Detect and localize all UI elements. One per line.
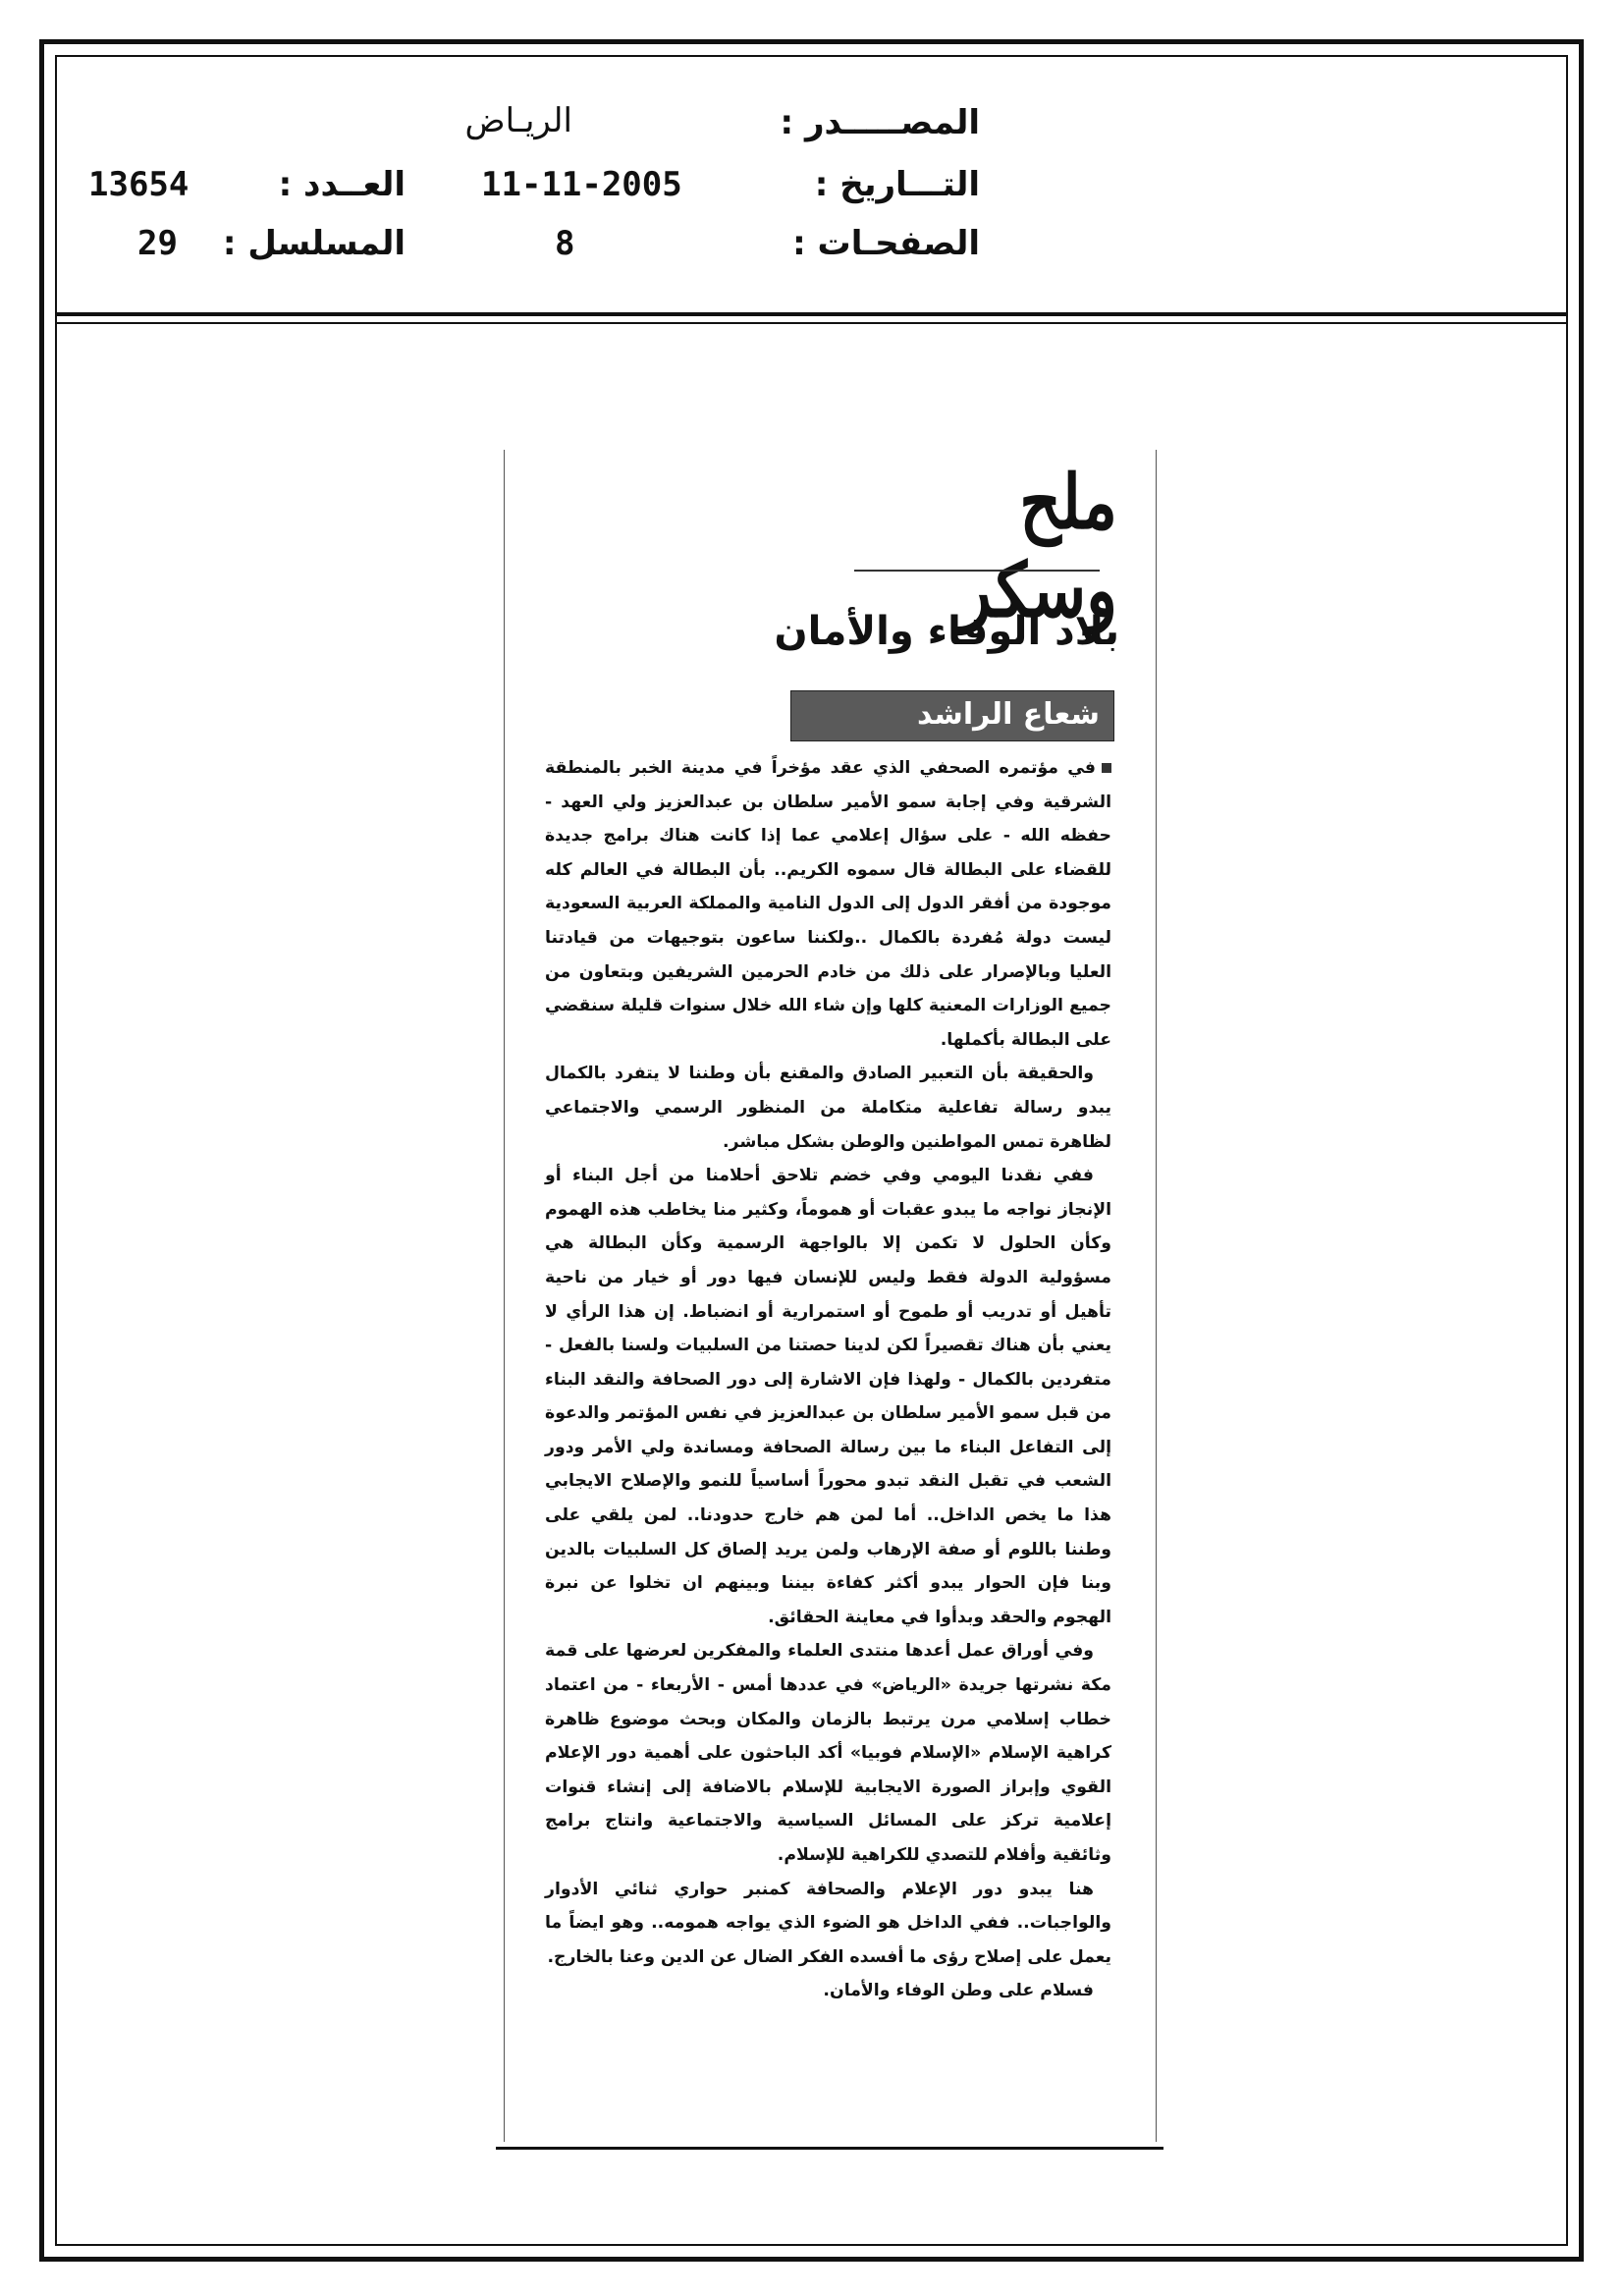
pages-label: الصفحـات : bbox=[792, 224, 980, 263]
paragraph: والحقيقة بأن التعبير الصادق والمقنع بأن وطننا لا يتفرد بالكمال يبدو رسالة تفاعلية متكاملة من المنظور الرسمي والاجتماعي لظاهرة تمس المواطنين والوطن بشكل مباشر. bbox=[545, 1064, 1111, 1152]
paragraph: وفي أوراق عمل أعدها منتدى العلماء والمفكرين لعرضها على قمة مكة نشرتها جريدة «الرياض» في عددها أمس - الأربعاء - من اعتماد خطاب إسلامي مرن يرتبط بالزمان والمكان وبحث موضوع ظاهرة كراهية الإسلام «الإسلام فوبيا» أكد الباحثون على أهمية دور الإعلام القوي وإبراز الصورة الايجابية للإسلام بالاضافة إلى إنشاء قنوات إعلامية تركز على المسائل السياسية والاجتماعية وانتاج برامج وثائقية وأفلام للتصدي للكراهية للإسلام. bbox=[545, 1641, 1111, 1865]
source-value: الريـاض bbox=[464, 101, 572, 140]
serial-value: 29 bbox=[137, 224, 178, 263]
issue-label: العــدد : bbox=[278, 165, 406, 204]
date-value: 11-11-2005 bbox=[481, 165, 682, 204]
date-label: التـــاريخ : bbox=[814, 165, 980, 204]
header-divider-bottom bbox=[55, 322, 1568, 324]
paragraph: ففي نقدنا اليومي وفي خضم تلاحق أحلامنا من أجل البناء أو الإنجاز نواجه ما يبدو عقبات أو هموماً، وكثير منا يخاطب هذه الهموم وكأن الحلول لا تكمن إلا بالواجهة الرسمية وكأن البطالة هي مسؤولية الدولة فقط وليس للإنسان فيها دور أو خيار من ناحية تأهيل أو تدريب أو طموح أو استمرارية أو انضباط. إن هذا الرأي لا يعني بأن هناك تقصيراً لكن لدينا حصتنا من السلبيات ولسنا بالفعل - متفردين بالكمال - ولهذا فإن الاشارة إلى دور الصحافة والنقد البناء من قبل سمو الأمير سلطان بن عبدالعزيز في نفس المؤتمر والدعوة إلى التفاعل البناء ما بين رسالة الصحافة ومساندة ولي الأمر ودور الشعب في تقبل النقد تبدو محوراً أساسياً للنمو والإصلاح الايجابي هذا ما يخص الداخل.. أما لمن هم خارج حدودنا.. لمن يلقي على وطننا باللوم أو صفة الإرهاب ولمن يريد إلصاق كل السلبيات بالدين وبنا فإن الحوار يبدو أكثر كفاءة بيننا وبينهم ان تخلوا عن نبرة الهجوم والحقد وبدأوا في معاينة الحقائق. bbox=[545, 1166, 1111, 1627]
masthead-rule bbox=[854, 570, 1100, 572]
pages-value: 8 bbox=[555, 224, 575, 263]
paragraph: في مؤتمره الصحفي الذي عقد مؤخراً في مدينة الخبر بالمنطقة الشرقية وفي إجابة سمو الأمير سلطان بن عبدالعزيز ولي العهد - حفظه الله - على سؤال إعلامي عما إذا كانت هناك برامج جديدة للقضاء على البطالة قال سموه الكريم.. بأن البطالة في العالم كله موجودة من أفقر الدول إلى الدول النامية والمملكة العربية السعودية ليست دولة مُفردة بالكمال ..ولكننا ساعون بتوجيهات من قيادتنا العليا وبالإصرار على ذلك من خادم الحرمين الشريفين وبتعاون من جميع الوزارات المعنية كلها وإن شاء الله خلال سنوات قليلة سنقضي على البطالة بأكملها. bbox=[545, 758, 1111, 1050]
article-body bbox=[545, 751, 1111, 2008]
serial-label: المسلسل : bbox=[222, 224, 406, 263]
issue-value: 13654 bbox=[88, 165, 189, 204]
source-label: المصـــــدر : bbox=[780, 103, 980, 142]
clipping-bottom-rule bbox=[496, 2147, 1163, 2150]
paragraph-closing: فسلام على وطن الوفاء والأمان. bbox=[823, 1981, 1094, 2001]
header-divider-top bbox=[55, 312, 1568, 316]
author-name: شعاع الراشد bbox=[917, 697, 1100, 732]
column-name: ملح وسكر bbox=[959, 458, 1117, 634]
article-headline: بلاد الوفاء والأمان bbox=[774, 609, 1119, 654]
paragraph-bullet-icon bbox=[1102, 763, 1111, 773]
author-byline bbox=[790, 690, 1114, 741]
paragraph: هنا يبدو دور الإعلام والصحافة كمنبر حواري ثنائي الأدوار والواجبات.. ففي الداخل هو الضوء الذي يواجه همومه.. وهو ايضاً ما يعمل على إصلاح رؤى ما أفسده الفكر الضال عن الدين وعنا بالخارج. bbox=[545, 1879, 1111, 1967]
